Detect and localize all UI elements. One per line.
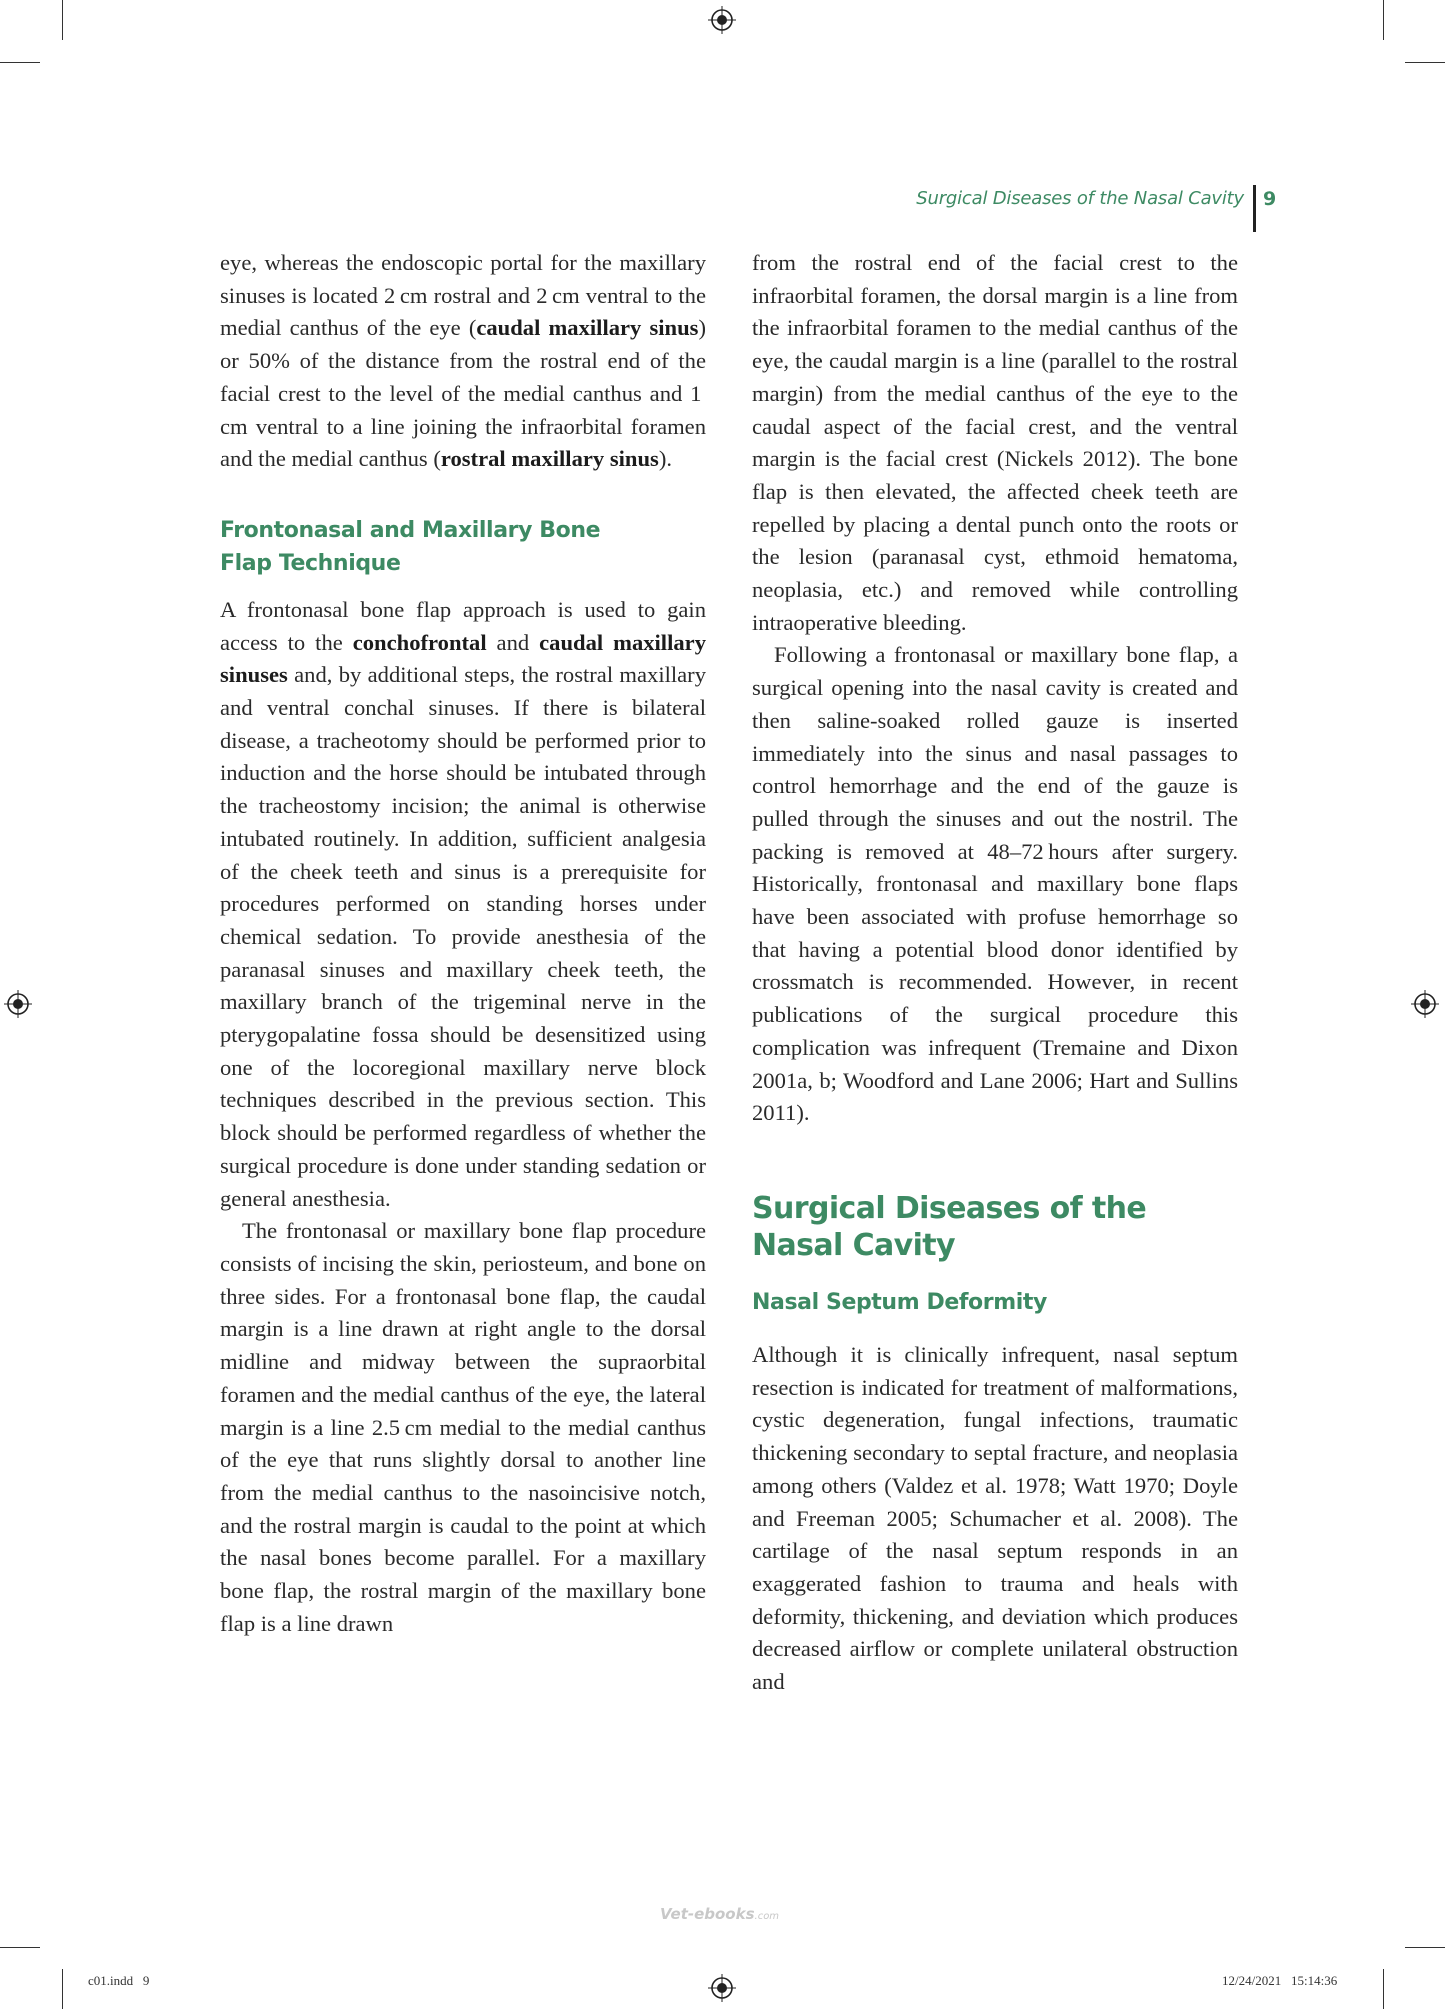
running-head-rule [1253, 185, 1256, 232]
left-column [220, 247, 706, 1640]
bold-term: conchofrontal [352, 629, 487, 655]
bold-term: caudal maxillary sinuses [220, 629, 706, 688]
section-heading-line: Nasal Cavity [752, 1227, 955, 1263]
watermark-brand: Vet-ebooks [660, 1905, 755, 1923]
subheading [220, 514, 706, 580]
registration-mark-left-icon [4, 990, 32, 1018]
paragraph: Following a frontonasal or maxillary bone flap, a surgical opening into the nasal cavity is created and then saline-soaked rolled gauze is inserted immediately into the sinus and nasal passages to control hemorrhage and the end of the gauze is pulled through the sinuses and out the nostril. The packing is removed at 48–72 hours after surgery. Historically, frontonasal and maxillary bone flaps have been associated with profuse hemorrhage so that having a potential blood donor identified by crossmatch is recommended. However, in recent publications of the surgical procedure this complication was infrequent (Tremaine and Dixon 2001a, b; Woodford and Lane 2006; Hart and Sullins 2011). [752, 642, 1238, 1126]
crop-mark-bottom-right-h [1405, 1947, 1445, 1948]
paragraph [220, 247, 706, 476]
registration-mark-right-icon [1411, 990, 1439, 1018]
running-head: Surgical Diseases of the Nasal Cavity [916, 188, 1244, 209]
paragraph: The frontonasal or maxillary bone flap procedure consists of incising the skin, periosteum, and bone on three sides. For a frontonasal bone flap, the caudal margin is a line drawn at right angle to the dorsal midline and midway between the supraorbital foramen and the medial canthus of the eye, the lateral margin is a line 2.5 cm medial to the medial canthus of the eye that runs slightly dorsal to another line from the medial canthus to the nasoincisive notch, and the rostral margin is caudal to the point at which the nasal bones become parallel. For a maxillary bone flap, the rostral margin of the maxillary bone flap is a line drawn [220, 1218, 706, 1636]
watermark-suffix: .com [754, 1911, 780, 1922]
watermark-logo [660, 1905, 779, 1923]
page-number: 9 [1263, 188, 1277, 210]
crop-mark-bottom-left-v [62, 1969, 63, 2009]
text-run: eye, whereas the endoscopic portal for the maxillary sinuses is located 2 cm rostral and 2 cm ventral to the medial canthus of the eye ( [220, 250, 706, 341]
text-run: A frontonasal bone flap approach is used to gain access to the [220, 596, 706, 655]
crop-mark-top-left-h [0, 62, 40, 63]
text-run: ). [658, 446, 673, 472]
crop-mark-bottom-right-v [1383, 1969, 1384, 2009]
bold-term: rostral maxillary sinus [440, 446, 659, 472]
crop-mark-bottom-left-h [0, 1947, 40, 1948]
right-column [752, 247, 1238, 1699]
text-run: and, by additional steps, the rostral maxillary and ventral conchal sinuses. If there is bilateral disease, a tracheotomy should be performed prior to induction and the horse should be intubated through the tracheostomy incision; the animal is otherwise intubated routinely. In addition, sufficient analgesia of the cheek teeth and sinus is a prerequisite for procedures performed on standing horses under chemical sedation. To provide anesthesia of the paranasal sinuses and maxillary cheek teeth, the maxillary branch of the trigeminal nerve in the pterygopalatine fossa should be desensitized using one of the locoregional maxillary nerve block techniques described in the previous section. This block should be performed regardless of whether the surgical procedure is done under standing sedation or general anesthesia. [220, 662, 706, 1211]
slug-timestamp: 12/24/2021 15:14:36 [1222, 1973, 1338, 1988]
paragraph: from the rostral end of the facial crest to the infraorbital foramen, the dorsal margin is a line from the infraorbital foramen to the medial canthus of the eye, the caudal margin is a line (parallel to the rostral margin) from the medial canthus of the eye to the caudal aspect of the facial crest, and the ventral margin is the facial crest (Nickels 2012). The bone flap is then elevated, the affected cheek teeth are repelled by placing a dental punch onto the roots or the lesion (paranasal cyst, ethmoid hematoma, neoplasia, etc.) and removed while controlling intraoperative bleeding. [752, 250, 1238, 635]
paragraph: Although it is clinically infrequent, nasal septum resection is indicated for treatment of malformations, cystic degeneration, fungal infections, traumatic thickening secondary to septal fracture, and neoplasia among others (Valdez et al. 1978; Watt 1970; Doyle and Freeman 2005; Schumacher et al. 2008). The cartilage of the nasal septum responds in an exaggerated fashion to trauma and heals with deformity, thickening, and deviation which produces decreased airflow or complete unilateral obstruction and [752, 1341, 1238, 1695]
registration-mark-top-icon [708, 6, 736, 34]
bold-term: caudal maxillary sinus [476, 315, 699, 341]
crop-mark-top-right-h [1405, 62, 1445, 63]
subheading-line: Flap Technique [220, 550, 401, 576]
subheading: Nasal Septum Deformity [752, 1289, 1047, 1315]
text-run: ) or 50% of the distance from the rostral end of the facial crest to the level of the medial canthus and 1 cm ventral to a line joining the infraorbital foramen and the medial canthus ( [220, 315, 706, 472]
subheading-line: Frontonasal and Maxillary Bone [220, 517, 601, 543]
section-heading [752, 1190, 1238, 1264]
crop-mark-top-right-v [1383, 0, 1384, 40]
text-run: and [486, 629, 540, 655]
paragraph [220, 594, 706, 1215]
section-heading-line: Surgical Diseases of the [752, 1190, 1147, 1226]
slug-file-name: c01.indd 9 [88, 1973, 150, 1988]
registration-mark-bottom-icon [708, 1974, 736, 2002]
crop-mark-top-left-v [62, 0, 63, 40]
